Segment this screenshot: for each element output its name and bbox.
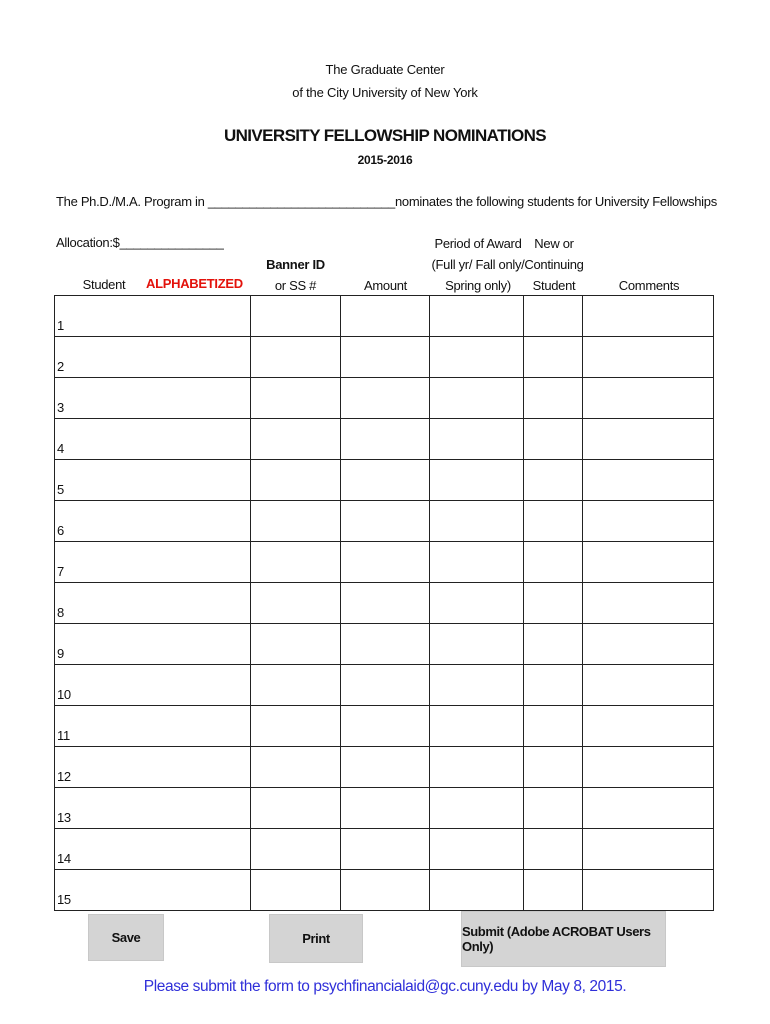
comments-cell[interactable] [583, 378, 714, 419]
banner-id-cell[interactable] [251, 378, 341, 419]
comments-cell[interactable] [583, 624, 714, 665]
table-row [55, 747, 714, 788]
column-header-banner-id [251, 254, 340, 296]
student-name-cell[interactable] [55, 706, 251, 747]
table-row [55, 624, 714, 665]
new-or-continuing-cell[interactable] [524, 542, 583, 583]
period-label-line3: Spring only) [445, 278, 511, 293]
table-row [55, 378, 714, 419]
amount-cell[interactable] [341, 501, 430, 542]
period-of-award-cell[interactable] [430, 501, 524, 542]
banner-id-cell[interactable] [251, 501, 341, 542]
comments-cell[interactable] [583, 419, 714, 460]
student-name-cell[interactable] [55, 296, 251, 337]
banner-id-cell[interactable] [251, 542, 341, 583]
new-or-continuing-cell[interactable] [524, 829, 583, 870]
comments-cell[interactable] [583, 460, 714, 501]
amount-cell[interactable] [341, 829, 430, 870]
new-or-continuing-cell[interactable] [524, 296, 583, 337]
banner-id-cell[interactable] [251, 706, 341, 747]
column-header-new-continuing [520, 233, 588, 296]
comments-cell[interactable] [583, 542, 714, 583]
period-of-award-cell[interactable] [430, 788, 524, 829]
period-of-award-cell[interactable] [430, 870, 524, 911]
table-row [55, 706, 714, 747]
new-or-continuing-cell[interactable] [524, 788, 583, 829]
table-row [55, 829, 714, 870]
row-number: 8 [57, 605, 64, 620]
new-or-continuing-cell[interactable] [524, 747, 583, 788]
new-or-continuing-cell[interactable] [524, 870, 583, 911]
row-number: 3 [57, 400, 64, 415]
new-or-continuing-cell[interactable] [524, 337, 583, 378]
period-of-award-cell[interactable] [430, 624, 524, 665]
new-or-continuing-cell[interactable] [524, 624, 583, 665]
amount-cell[interactable] [341, 583, 430, 624]
new-or-continuing-cell[interactable] [524, 706, 583, 747]
period-label-line2: (Full yr/ Fall only/ [431, 257, 525, 272]
period-of-award-cell[interactable] [430, 583, 524, 624]
period-of-award-cell[interactable] [430, 419, 524, 460]
new-or-continuing-cell[interactable] [524, 501, 583, 542]
amount-cell[interactable] [341, 870, 430, 911]
row-number: 9 [57, 646, 64, 661]
table-row [55, 501, 714, 542]
period-of-award-cell[interactable] [430, 542, 524, 583]
banner-id-cell[interactable] [251, 296, 341, 337]
comments-cell[interactable] [583, 583, 714, 624]
new-label-line2: Continuing [524, 257, 584, 272]
allocation-label: Allocation:$ [56, 235, 120, 250]
amount-cell[interactable] [341, 665, 430, 706]
institution-subtitle: of the City University of New York [292, 85, 478, 100]
student-name-cell[interactable] [55, 788, 251, 829]
allocation-blank[interactable]: _______________ [119, 235, 224, 250]
comments-cell[interactable] [583, 296, 714, 337]
period-label-line1: Period of Award [434, 236, 522, 251]
comments-cell[interactable] [583, 501, 714, 542]
banner-id-cell[interactable] [251, 460, 341, 501]
institution-name: The Graduate Center [325, 62, 445, 77]
row-number: 7 [57, 564, 64, 579]
table-row [55, 296, 714, 337]
banner-id-cell[interactable] [251, 788, 341, 829]
student-name-cell[interactable] [55, 829, 251, 870]
new-or-continuing-cell[interactable] [524, 419, 583, 460]
amount-cell[interactable] [341, 296, 430, 337]
row-number: 14 [57, 851, 71, 866]
program-line [56, 194, 717, 209]
print-button[interactable]: Print [269, 914, 363, 963]
period-of-award-cell[interactable] [430, 706, 524, 747]
period-of-award-cell[interactable] [430, 829, 524, 870]
row-number: 6 [57, 523, 64, 538]
student-name-cell[interactable] [55, 460, 251, 501]
amount-cell[interactable] [341, 747, 430, 788]
page-title: UNIVERSITY FELLOWSHIP NOMINATIONS [223, 126, 547, 145]
program-prefix: The Ph.D./M.A. Program in [56, 194, 205, 209]
student-name-cell[interactable] [55, 378, 251, 419]
row-number: 11 [57, 728, 70, 743]
banner-id-cell[interactable] [251, 665, 341, 706]
banner-id-cell[interactable] [251, 419, 341, 460]
student-name-cell[interactable] [55, 337, 251, 378]
new-or-continuing-cell[interactable] [524, 583, 583, 624]
banner-id-cell[interactable] [251, 747, 341, 788]
comments-cell[interactable] [583, 706, 714, 747]
student-name-cell[interactable] [55, 583, 251, 624]
student-name-cell[interactable] [55, 419, 251, 460]
table-row [55, 583, 714, 624]
row-number: 4 [57, 441, 64, 456]
program-suffix: nominates the following students for University Fellowships [395, 194, 717, 209]
period-of-award-cell[interactable] [430, 665, 524, 706]
row-number: 2 [57, 359, 64, 374]
column-header-period [424, 233, 532, 296]
student-name-cell[interactable] [55, 501, 251, 542]
table-row [55, 870, 714, 911]
student-name-cell[interactable] [55, 542, 251, 583]
new-label-line3: Student [532, 278, 576, 293]
save-button[interactable]: Save [88, 914, 164, 961]
period-of-award-cell[interactable] [430, 296, 524, 337]
student-name-cell[interactable] [55, 747, 251, 788]
column-header-comments: Comments [618, 278, 680, 293]
period-of-award-cell[interactable] [430, 378, 524, 419]
allocation-line [56, 235, 224, 250]
period-of-award-cell[interactable] [430, 337, 524, 378]
table-row [55, 665, 714, 706]
academic-year: 2015-2016 [357, 153, 413, 167]
new-or-continuing-cell[interactable] [524, 665, 583, 706]
banner-id-cell[interactable] [251, 870, 341, 911]
student-name-cell[interactable] [55, 665, 251, 706]
comments-cell[interactable] [583, 788, 714, 829]
banner-id-label: Banner ID [266, 257, 325, 272]
new-or-continuing-cell[interactable] [524, 460, 583, 501]
row-number: 1 [57, 318, 64, 333]
comments-cell[interactable] [583, 747, 714, 788]
column-header-amount: Amount [363, 278, 407, 293]
amount-cell[interactable] [341, 542, 430, 583]
new-label-line1: New or [534, 236, 574, 251]
comments-cell[interactable] [583, 829, 714, 870]
nominations-table [54, 295, 714, 911]
banner-id-cell[interactable] [251, 337, 341, 378]
table-row [55, 460, 714, 501]
amount-cell[interactable] [341, 706, 430, 747]
table-row [55, 337, 714, 378]
alphabetized-note: ALPHABETIZED [146, 276, 243, 291]
comments-cell[interactable] [583, 870, 714, 911]
student-name-cell[interactable] [55, 624, 251, 665]
student-name-cell[interactable] [55, 870, 251, 911]
column-header-student: Student [82, 277, 126, 292]
amount-cell[interactable] [341, 337, 430, 378]
amount-cell[interactable] [341, 460, 430, 501]
table-row [55, 788, 714, 829]
submission-instructions: Please submit the form to psychfinancialaid@gc.cuny.edu by May 8, 2015. [143, 978, 627, 995]
banner-id-cell[interactable] [251, 829, 341, 870]
row-number: 5 [57, 482, 64, 497]
banner-id-cell[interactable] [251, 624, 341, 665]
program-name-blank[interactable]: ___________________________ [207, 194, 395, 209]
amount-cell[interactable] [341, 624, 430, 665]
amount-cell[interactable] [341, 419, 430, 460]
submit-button[interactable]: Submit (Adobe ACROBAT Users Only) [461, 911, 666, 967]
table-row [55, 419, 714, 460]
row-number: 10 [57, 687, 71, 702]
row-number: 13 [57, 810, 71, 825]
table-row [55, 542, 714, 583]
new-or-continuing-cell[interactable] [524, 378, 583, 419]
period-of-award-cell[interactable] [430, 747, 524, 788]
banner-id-cell[interactable] [251, 583, 341, 624]
row-number: 12 [57, 769, 71, 784]
amount-cell[interactable] [341, 788, 430, 829]
comments-cell[interactable] [583, 337, 714, 378]
amount-cell[interactable] [341, 378, 430, 419]
banner-id-sublabel: or SS # [274, 278, 317, 293]
period-of-award-cell[interactable] [430, 460, 524, 501]
comments-cell[interactable] [583, 665, 714, 706]
row-number: 15 [57, 892, 71, 907]
